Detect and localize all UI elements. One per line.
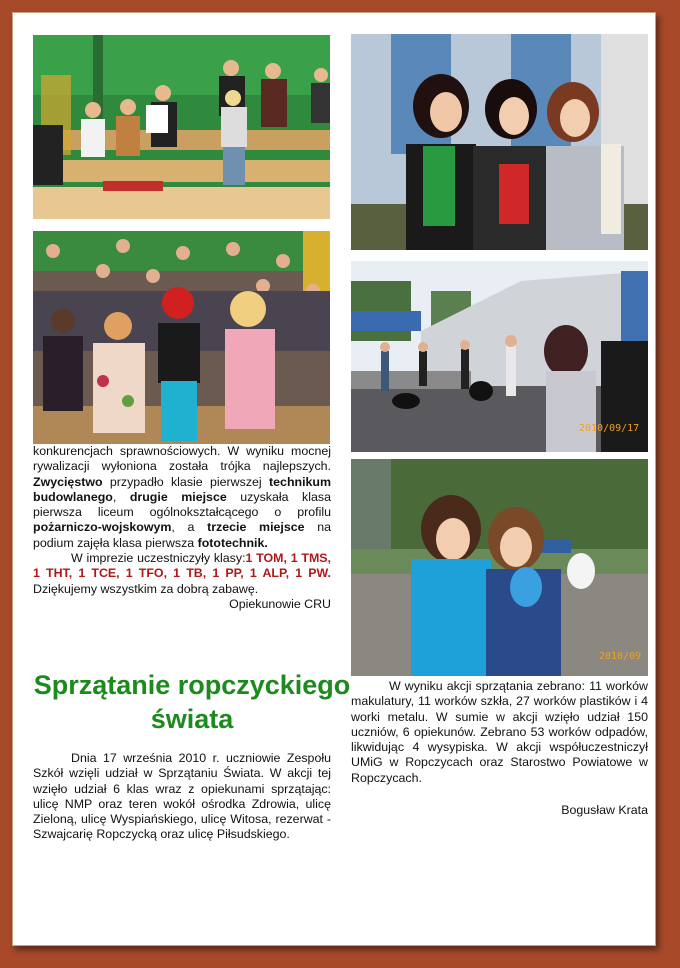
photo-students-bleachers: [33, 35, 330, 219]
article2-signature: Bogusław Krata: [561, 803, 648, 818]
article1-paragraph1: konkurencjach sprawnościowych. W wyniku mocnej rywalizacji wyłoniona została trójka najlepszych. Zwycięstwo przypadło klasie pierwszej technikum budowlanego, drugie miejsce uzyskała klasa pierwsza liceum ogólnokształcącego o profilu pożarniczo-wojskowym, a trzecie miejsce na podium zajęła klasa pierwsza fototechnik.: [33, 444, 332, 550]
article1-text: [33, 444, 331, 612]
photo-girls-blue-gloves: [351, 459, 648, 676]
photo-costumed-students: [33, 231, 330, 444]
article2-paragraph2: W wyniku akcji sprzątania zebrano: 11 worków makulatury, 11 worków szkła, 27 worków plastików i 4 worki metalu. W sumie w akcji wzięło udział 150 uczniów, 6 opiekunów. Zebrano 53 worków odpadów, likwidując 4 wysypiska. W akcji współuczestniczył UMiG w Ropczycach oraz Starostwo Powiatowe w Ropczycach.: [351, 679, 648, 785]
photo-three-girls: [351, 34, 648, 250]
class-list: 1 TOM, 1 TMS, 1 THT, 1 TCE, 1 TFO, 1 TB, 1 PP, 1 ALP, 1 PW.: [33, 551, 331, 581]
article2-left-text: [33, 751, 331, 843]
date-stamp-1: 2010/09/17: [579, 423, 640, 434]
article1-signature: Opiekunowie CRU: [229, 596, 331, 611]
photo-cleanup-warehouse: [351, 261, 648, 452]
date-stamp-2: 2010/09: [599, 651, 642, 662]
article1-paragraph2: W imprezie uczestniczyły klasy:1 TOM, 1 TMS, 1 THT, 1 TCE, 1 TFO, 1 TB, 1 PP, 1 ALP, 1 PW. Dziękujemy wszystkim za dobrą zabawę.: [33, 551, 331, 596]
article2-title: Sprzątanie ropczyckiego świata: [33, 670, 351, 734]
article2-right-text: [351, 679, 648, 818]
newsletter-page: [12, 12, 656, 946]
article2-paragraph1: Dnia 17 września 2010 r. uczniowie Zespołu Szkół wzięli udział w Sprzątaniu Świata. W akcji tej wzięło udział 6 klas wraz z opiekunami sprzątając: ulicę NMP oraz teren wokół ośrodka Zdrowia, ulicę Zieloną, ulicę Wyspiańskiego, ulicę Witosa, rezerwat - Szwajcarię Ropczycką oraz ulicę Piłsudskiego.: [33, 751, 331, 842]
